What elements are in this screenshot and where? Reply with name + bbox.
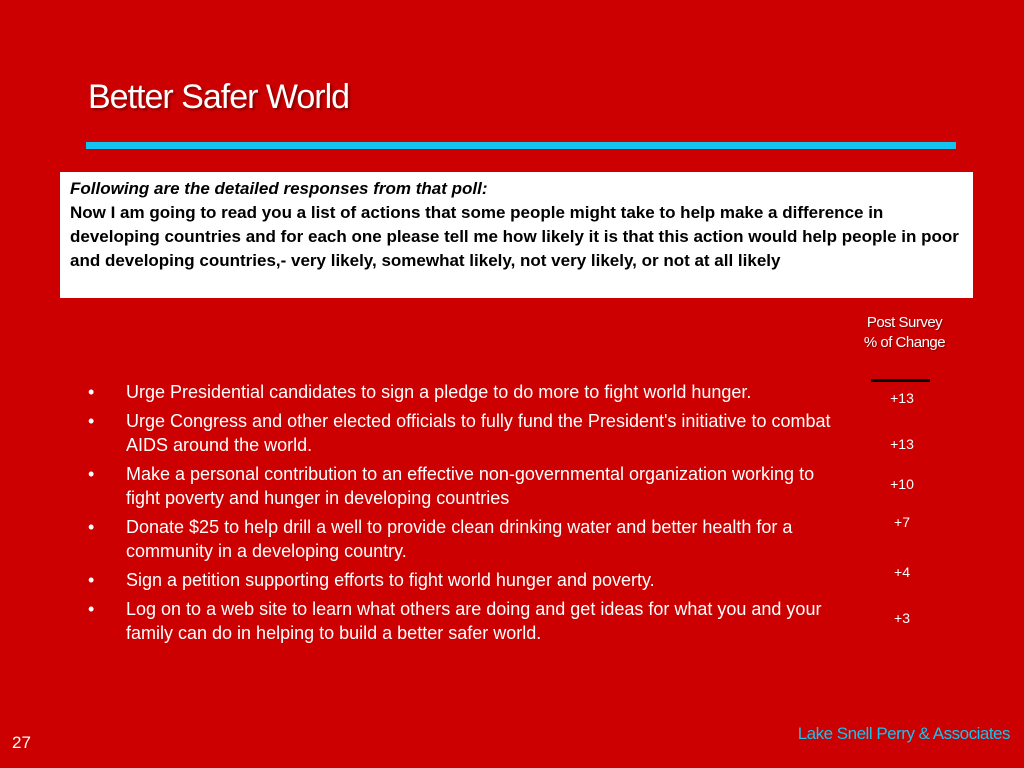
change-value: +13 bbox=[890, 390, 914, 406]
bullet-icon: • bbox=[88, 517, 95, 537]
list-item bbox=[88, 597, 840, 645]
bullet-icon: • bbox=[88, 599, 95, 619]
bullet-icon: • bbox=[88, 464, 95, 484]
bullet-icon: • bbox=[88, 411, 95, 431]
change-column-header bbox=[832, 313, 977, 353]
bullet-icon: • bbox=[88, 570, 95, 590]
list-item bbox=[88, 462, 840, 510]
slide-title: Better Safer World bbox=[88, 78, 350, 116]
poll-question-box bbox=[60, 172, 973, 298]
action-text: Log on to a web site to learn what others are doing and get ideas for what you and your family can do in helping to build a better safer world. bbox=[126, 599, 822, 643]
change-value: +13 bbox=[890, 436, 914, 452]
action-text: Urge Congress and other elected officials to fully fund the President's initiative to combat AIDS around the world. bbox=[126, 411, 831, 455]
change-value: +3 bbox=[894, 610, 910, 626]
action-text: Make a personal contribution to an effective non-governmental organization working to fight poverty and hunger in developing countries bbox=[126, 464, 815, 508]
list-item bbox=[88, 568, 840, 592]
change-value: +4 bbox=[894, 564, 910, 580]
question-text: Now I am going to read you a list of actions that some people might take to help make a difference in developing countries and for each one please tell me how likely it is that this action would help people in poor and developing countries,- very likely, somewhat likely, not very likely, or not at all likely bbox=[70, 203, 959, 270]
column-header-underline bbox=[871, 379, 930, 382]
action-text: Donate $25 to help drill a well to provide clean drinking water and better health for a community in a developing country. bbox=[126, 517, 793, 561]
action-list bbox=[88, 380, 840, 650]
list-item bbox=[88, 409, 840, 457]
column-header-line1: Post Survey bbox=[866, 314, 943, 331]
footer-brand: Lake Snell Perry & Associates bbox=[797, 724, 1010, 743]
change-value: +10 bbox=[890, 476, 914, 492]
title-divider bbox=[86, 142, 956, 149]
list-item bbox=[88, 380, 840, 404]
action-text: Sign a petition supporting efforts to fight world hunger and poverty. bbox=[126, 570, 655, 590]
bullet-icon: • bbox=[88, 382, 95, 402]
question-intro: Following are the detailed responses from that poll: bbox=[70, 179, 488, 198]
list-item bbox=[88, 515, 840, 563]
change-value: +7 bbox=[894, 514, 910, 530]
column-header-line2: % of Change bbox=[863, 334, 946, 351]
slide-number: 27 bbox=[12, 733, 31, 752]
action-text: Urge Presidential candidates to sign a pledge to do more to fight world hunger. bbox=[126, 382, 752, 402]
